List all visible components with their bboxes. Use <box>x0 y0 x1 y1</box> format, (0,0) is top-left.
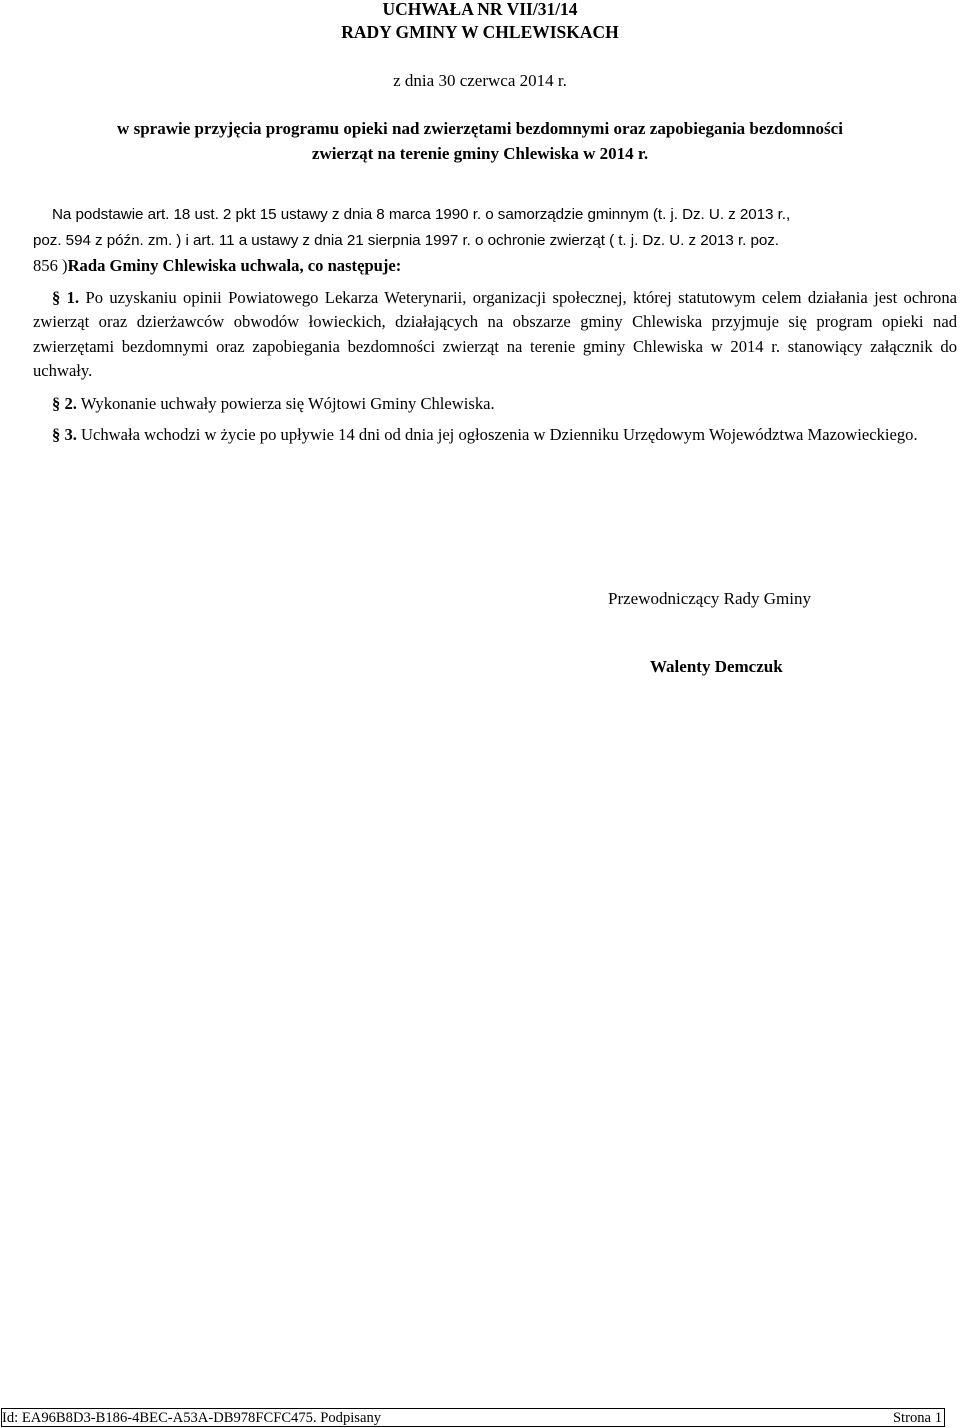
legal-basis-line-1 <box>52 205 960 222</box>
document-footer <box>1 1408 945 1427</box>
paragraph-1 <box>33 286 957 383</box>
enacting-clause: Rada Gminy Chlewiska uchwala, co następuje: <box>67 256 402 275</box>
paragraph-2 <box>52 392 932 416</box>
page-number: Strona 1 <box>892 1410 942 1426</box>
document-id: Id: EA96B8D3-B186-4BEC-A53A-DB978FCFC475. Podpisany <box>2 1410 382 1426</box>
paragraph-text: Uchwała wchodzi w życie po upływie 14 dni od dnia jej ogłoszenia w Dzienniku Urzędowym Województwa Mazowieckiego. <box>76 425 918 444</box>
legal-basis-text: Na podstawie art. 18 ust. 2 pkt 15 ustawy z dnia 8 marca 1990 r. o samorządzie gminnym (t. j. Dz. U. z 2013 r., <box>52 206 791 223</box>
section-marker: § 1. <box>52 288 80 307</box>
resolution-date: z dnia 30 czerwca 2014 r. <box>393 71 567 90</box>
paragraph-text: Po uzyskaniu opinii Powiatowego Lekarza Weterynarii, organizacji społecznej, której statutowym celem działania jest ochrona zwierząt oraz dzierżawców obwodów łowieckich, działających na obszarze gminy Chlewiska przyjmuje się program opieki nad zwierzętami bezdomnymi oraz zapobiegania bezdomności zwierząt na terenie gminy Chlewiska w 2014 r. stanowiący załącznik do uchwały. <box>33 288 957 380</box>
paragraph-text: Wykonanie uchwały powierza się Wójtowi Gminy Chlewiska. <box>76 394 495 413</box>
section-marker: § 3. <box>52 425 77 444</box>
legal-basis-text: 856 ) <box>33 256 68 275</box>
signatory-title: Przewodniczący Rady Gminy <box>608 589 811 608</box>
legal-basis-line-3 <box>33 257 960 275</box>
council-name: RADY GMINY W CHLEWISKACH <box>341 22 619 42</box>
legal-basis-line-2 <box>33 231 960 248</box>
signatory-name: Walenty Demczuk <box>650 657 783 676</box>
resolution-number: UCHWAŁA NR VII/31/14 <box>382 0 578 19</box>
paragraph-3 <box>33 423 957 447</box>
subject-line-1: w sprawie przyjęcia programu opieki nad zwierzętami bezdomnymi oraz zapobiegania bezdomności <box>117 119 843 138</box>
legal-basis-text: poz. 594 z późn. zm. ) i art. 11 a ustawy z dnia 21 sierpnia 1997 r. o ochronie zwierząt ( t. j. Dz. U. z 2013 r. poz. <box>33 232 779 249</box>
section-marker: § 2. <box>52 394 77 413</box>
subject-line-2: zwierząt na terenie gminy Chlewiska w 2014 r. <box>311 144 649 163</box>
